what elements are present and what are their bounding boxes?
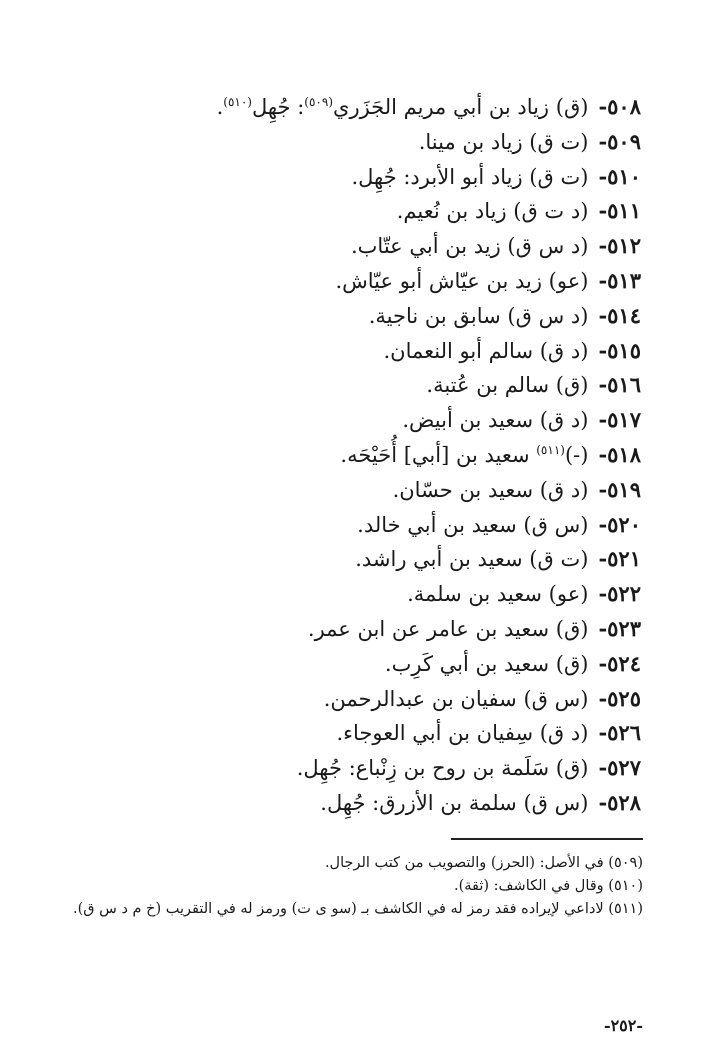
entry-521	[41, 542, 641, 577]
footnote-510: (٥١٠) وقال في الكاشف: (ثقة).	[453, 878, 643, 894]
entry-number: ٥٢٣-	[598, 615, 641, 641]
entry-text: (س ق) سفيان بن عبدالرحمن.	[323, 686, 589, 711]
footnotes	[51, 852, 643, 921]
entry-text: (ق) سَلَمة بن روح بن زِنْباع: جُهِل.	[296, 756, 589, 781]
entry-number: ٥٢٦-	[598, 720, 641, 746]
entry-text: (ق) سعيد بن أبي كَرِب.	[384, 651, 589, 676]
entry-number: ٥٢٠-	[598, 511, 641, 537]
entry-519	[41, 473, 641, 508]
footnote-ref: (٥١١)	[536, 442, 565, 457]
entry-text: (ق) سعيد بن عامر عن ابن عمر.	[307, 616, 589, 641]
entry-text: (د ق) سالم أبو النعمان.	[383, 338, 589, 363]
entry-text: (د ق) سعيد بن حسّان.	[392, 477, 589, 502]
entry-511	[41, 194, 641, 229]
entry-text: (عو) زيد بن عيّاش أبو عيّاش.	[335, 268, 589, 293]
entry-text: (ق) زياد بن أبي مريم الجَزَري$^{(٥٠٩)}$: جُهِل$^{(٥١٠)}$.	[216, 95, 589, 119]
footnote-ref: (٥٠٩)	[304, 95, 334, 109]
entry-518	[41, 438, 641, 473]
entry-number: ٥١٥-	[598, 337, 641, 363]
entry-number: ٥٢٢-	[598, 581, 641, 607]
entry-text: (ت ق) سعيد بن أبي راشد.	[355, 547, 589, 572]
entry-527	[41, 751, 641, 786]
entry-number: ٥٢٧-	[598, 755, 641, 781]
footnote-separator	[451, 838, 643, 840]
entry-number: ٥١٢-	[598, 233, 641, 259]
entry-528	[41, 786, 641, 821]
entry-516	[41, 368, 641, 403]
footnote-ref: (٥١٠)	[223, 95, 252, 109]
entry-number: ٥٠٩-	[598, 128, 641, 154]
entry-text: (عو) سعيد بن سلمة.	[407, 582, 589, 607]
entry-number: ٥١٨-	[598, 441, 641, 467]
entry-number: ٥١٦-	[598, 372, 641, 398]
entry-number: ٥٢٤-	[598, 650, 641, 676]
entry-510	[41, 160, 641, 195]
entry-523	[41, 612, 641, 647]
entry-number: ٥١٠-	[598, 163, 641, 189]
entry-text: (د ت ق) زياد بن نُعيم.	[396, 199, 589, 224]
entry-text: (د س ق) سابق بن ناجية.	[368, 303, 589, 328]
entry-text: (د ق) سِفيان بن أبي العوجاء.	[336, 721, 589, 746]
entry-number: ٥١٤-	[598, 302, 641, 328]
entry-list	[41, 90, 641, 821]
entry-524	[41, 647, 641, 682]
entry-text: (ت ق) زياد بن مينا.	[418, 129, 589, 154]
entry-508	[41, 90, 641, 125]
entry-number: ٥١٣-	[598, 267, 641, 293]
footnote-511: (٥١١) لاداعي لإيراده فقد رمز له في الكاشف بـ (سو ى ت) ورمز له في التقريب (خ م د س ق).	[73, 901, 643, 917]
entry-number: ٥١٩-	[598, 476, 641, 502]
footnote-509: (٥٠٩) في الأصل: (الحرز) والتصويب من كتب الرجال.	[324, 855, 643, 871]
entry-520	[41, 508, 641, 543]
entry-text: (د س ق) زيد بن أبي عتّاب.	[350, 234, 589, 259]
entry-513	[41, 264, 641, 299]
entry-number: ٥٠٨-	[598, 94, 641, 119]
entry-text: (د ق) سعيد بن أبيض.	[402, 408, 589, 433]
entry-number: ٥٢٥-	[598, 685, 641, 711]
entry-text: (س ق) سعيد بن أبي خالد.	[357, 512, 589, 537]
entry-text: (س ق) سلمة بن الأزرق: جُهِل.	[320, 790, 589, 815]
page-number: -٢٥٢-	[603, 1016, 643, 1035]
entry-525	[41, 682, 641, 717]
entry-517	[41, 403, 641, 438]
entry-522	[41, 577, 641, 612]
entry-number: ٥٢١-	[598, 546, 641, 572]
entry-509	[41, 125, 641, 160]
entry-526	[41, 716, 641, 751]
entry-number: ٥٢٨-	[598, 789, 641, 815]
entry-text: (ق) سالم بن عُتبة.	[426, 373, 589, 398]
entry-515	[41, 334, 641, 369]
entry-number: ٥١٧-	[598, 407, 641, 433]
entry-number: ٥١١-	[598, 198, 641, 224]
entry-514	[41, 299, 641, 334]
entry-512	[41, 229, 641, 264]
entry-text: (ت ق) زياد أبو الأبرد: جُهِل.	[351, 164, 589, 189]
entry-text: $(-)^{(٥١١)}$ سعيد بن [أبي] أُحَيْحَه.	[340, 442, 589, 467]
